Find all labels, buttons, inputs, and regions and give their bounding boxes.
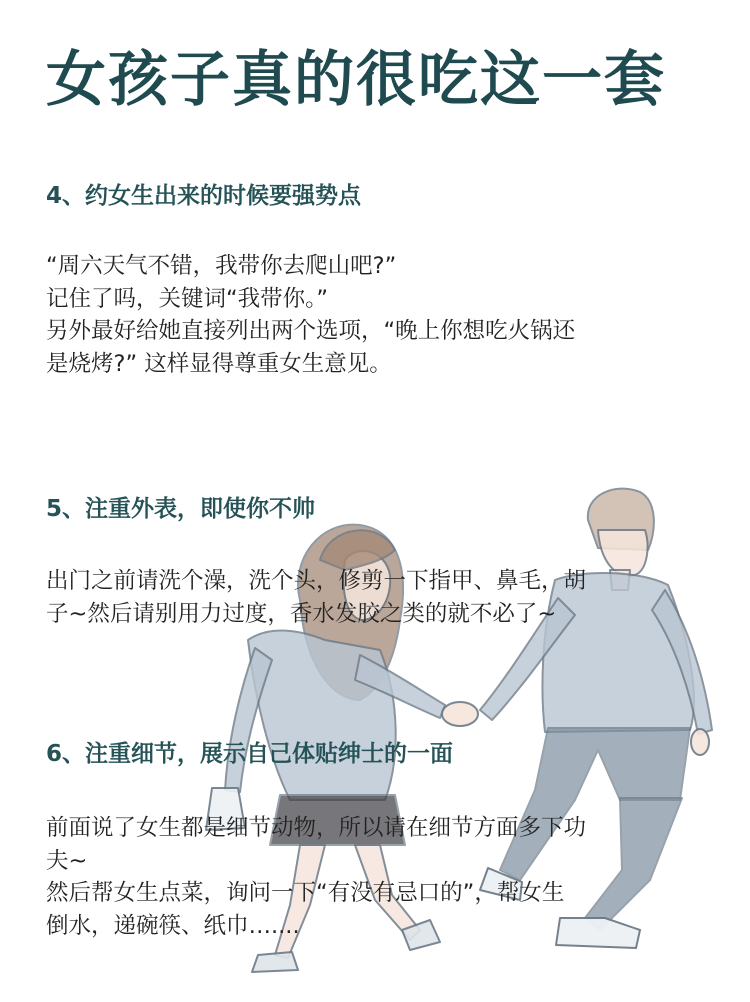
text-line: 子~然后请别用力过度，香水发胶之类的就不必了~ (46, 600, 557, 627)
text-line: 记住了吗，关键词“我带你。” (46, 285, 329, 312)
section-heading-6: 6、注重细节，展示自己体贴绅士的一面 (46, 741, 454, 767)
text-line: 另外最好给她直接列出两个选项，“晚上你想吃火锅还 (46, 318, 576, 344)
text-line: “周六天气不错，我带你去爬山吧?” (46, 253, 397, 279)
text-line: 出门之前请洗个澡，洗个头，修剪一下指甲、鼻毛，胡 (46, 568, 587, 594)
page-title: 女孩子真的很吃这一套 (46, 45, 666, 115)
text-line: 前面说了女生都是细节动物，所以请在细节方面多下功 (46, 815, 587, 841)
text-line: 是烧烤?” 这样显得尊重女生意见。 (46, 350, 392, 377)
text-line: 倒水，递碗筷、纸巾….... (46, 912, 300, 939)
section-body-5 (46, 565, 706, 630)
section-body-6 (46, 812, 706, 942)
text-line: 夫~ (46, 847, 88, 874)
section-heading-4: 4、约女生出来的时候要强势点 (46, 183, 362, 209)
section-body-4 (46, 250, 706, 380)
text-line: 然后帮女生点菜，询问一下“有没有忌口的”，帮女生 (46, 880, 565, 906)
section-heading-5: 5、注重外表，即使你不帅 (46, 496, 316, 522)
